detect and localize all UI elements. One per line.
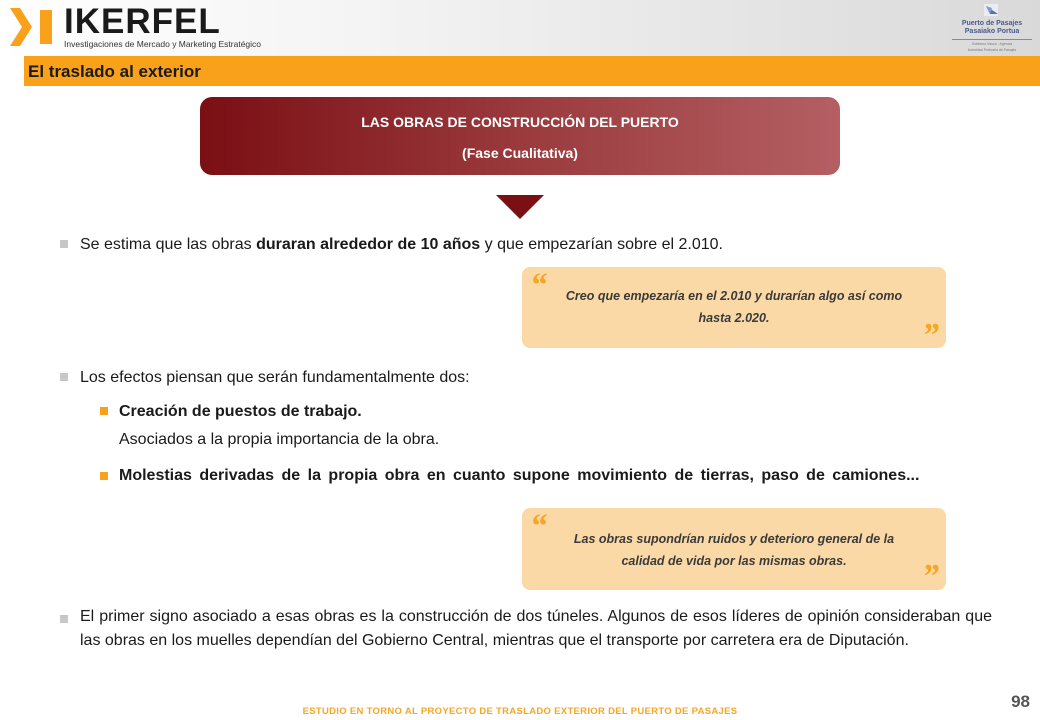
port-logo-small2: Autoridad Portuaria de Pasajes <box>967 48 1017 52</box>
paragraph-duration <box>80 233 980 257</box>
quote-2-text: Las obras supondrían ruidos y deterioro general de la calidad de vida por las mismas obras. <box>573 532 895 568</box>
header-bar <box>0 0 1040 56</box>
bullet-icon <box>60 240 68 248</box>
p1-text-after: y que empezarían sobre el 2.010. <box>480 236 723 253</box>
close-quote-icon: ” <box>922 317 939 354</box>
topic-banner <box>200 97 840 175</box>
page-number: 98 <box>1011 692 1030 711</box>
paragraph-tunnels: El primer signo asociado a esas obras es la construcción de dos túneles. Algunos de esos líderes de opinión consideraban que las obras en los muelles dependían del Gobierno Central, mientras que el transporte por carretera era de Diputación. <box>80 608 992 649</box>
p1-text-bold: duraran alrededor de 10 años <box>256 236 481 253</box>
sub-bullet-icon <box>100 472 108 480</box>
bullet-icon <box>60 373 68 381</box>
sub-bullet-icon <box>100 407 108 415</box>
quote-box-2 <box>522 508 946 595</box>
port-logo-line1: Puerto de Pasajes <box>961 20 1023 27</box>
p1-text-before: Se estima que las obras <box>80 236 257 253</box>
quote-1-text: Creo que empezaría en el 2.010 y durarían algo así como hasta 2.020. <box>565 289 903 325</box>
close-quote-icon: ” <box>922 558 939 595</box>
logo-text: IKERFEL <box>64 2 221 41</box>
sub1-text: Asociados a la propia importancia de la obra. <box>119 431 440 448</box>
footer-text: ESTUDIO EN TORNO AL PROYECTO DE TRASLADO EXTERIOR DEL PUERTO DE PASAJES <box>302 706 738 717</box>
banner-subtitle: (Fase Cualitativa) <box>462 145 578 161</box>
paragraph-effects: Los efectos piensan que serán fundamentalmente dos: <box>80 369 470 386</box>
section-bar-notch <box>0 56 24 86</box>
banner-title: LAS OBRAS DE CONSTRUCCIÓN DEL PUERTO <box>361 114 679 130</box>
port-bird-icon <box>982 2 1002 18</box>
down-arrow-icon <box>496 195 544 219</box>
open-quote-icon: “ <box>530 508 547 545</box>
sub1-title: Creación de puestos de trabajo. <box>119 403 362 420</box>
sub2-title: Molestias derivadas de la propia obra en cuanto supone movimiento de tierras, paso de camiones... <box>119 467 920 484</box>
section-title: El traslado al exterior <box>28 62 201 81</box>
port-logo-divider <box>952 39 1032 40</box>
bullet-icon <box>60 615 68 623</box>
ikerfel-logo-icon <box>10 8 56 46</box>
port-logo-line2: Pasaiako Portua <box>964 28 1020 35</box>
port-logo-small1: Gobierno Vasco · Agencia <box>971 42 1013 46</box>
open-quote-icon: “ <box>530 267 547 304</box>
quote-box-1 <box>522 267 946 354</box>
port-logo <box>948 2 1036 54</box>
logo-subtitle: Investigaciones de Mercado y Marketing Estratégico <box>64 39 262 49</box>
